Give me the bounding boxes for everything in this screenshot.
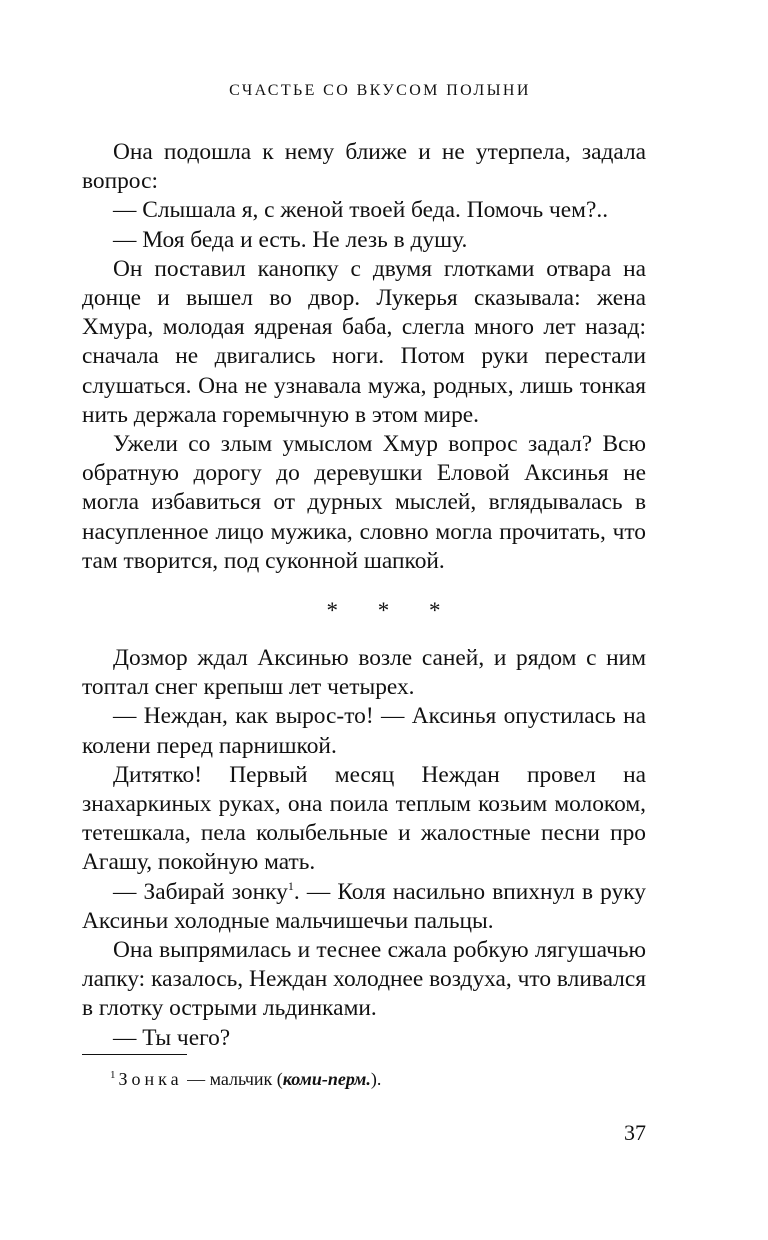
paragraph-text: . — Коля насильно впихнул в руку Аксиньи холодные мальчишечьи пальцы. <box>82 878 646 934</box>
footnote-definition: — мальчик ( <box>182 1069 283 1089</box>
running-head: СЧАСТЬЕ СО ВКУСОМ ПОЛЫНИ <box>229 82 531 99</box>
paragraph: Она выпрямилась и теснее сжала робкую лягушачью лапку: казалось, Неждан холоднее воздуха, что вливался в глотку острыми льдинками. <box>82 937 646 1022</box>
paragraph: — Неждан, как вырос-то! — Аксинья опустилась на колени перед парнишкой. <box>82 703 646 759</box>
text-section-1 <box>82 138 646 576</box>
paragraph: — Ты чего? <box>113 1024 231 1051</box>
footnote-closing: ). <box>370 1069 382 1089</box>
footnote-divider <box>82 1054 187 1055</box>
text-section-2 <box>82 644 646 1053</box>
section-separator: * * * <box>326 598 458 623</box>
page-number: 37 <box>624 1120 646 1145</box>
paragraph-text: — Забирай зонку <box>113 878 288 905</box>
paragraph-with-footnote <box>82 878 646 936</box>
footnote-source: коми-перм. <box>282 1069 371 1089</box>
footnote-number: 1 <box>110 1069 116 1081</box>
paragraph: Она подошла к нему ближе и не утерпела, задала вопрос: <box>82 139 646 195</box>
paragraph: Он поставил канопку с двумя глотками отвара на донце и вышел во двор. Лукерья сказывала: жена Хмура, молодая ядреная баба, слегла много лет назад: сначала не двигались ноги. Потом руки перестали слушаться. Она не узнавала мужа, родных, лишь тонкая нить держала горемычную в этом мире. <box>82 255 646 428</box>
footnote-reference[interactable]: 1 <box>287 878 294 893</box>
paragraph: Дитятко! Первый месяц Неждан провел на знахаркиных руках, она поила теплым козьим молоком, тетешкала, пела колыбельные и жалостные песни про Агашу, покойную мать. <box>82 761 646 876</box>
footnote <box>110 1068 381 1090</box>
paragraph: — Моя беда и есть. Не лезь в душу. <box>113 226 468 253</box>
paragraph: — Слышала я, с женой твоей беда. Помочь чем?.. <box>113 197 609 224</box>
paragraph: Ужели со злым умыслом Хмур вопрос задал? Всю обратную дорогу до деревушки Еловой Аксинья не могла избавиться от дурных мыслей, вглядывалась в насупленное лицо мужика, словно могла прочитать, что там творится, под суконной шапкой. <box>82 431 646 574</box>
paragraph: Дозмор ждал Аксинью возле саней, и рядом с ним топтал снег крепыш лет четырех. <box>82 645 646 701</box>
footnote-term: Зонка <box>118 1069 183 1089</box>
